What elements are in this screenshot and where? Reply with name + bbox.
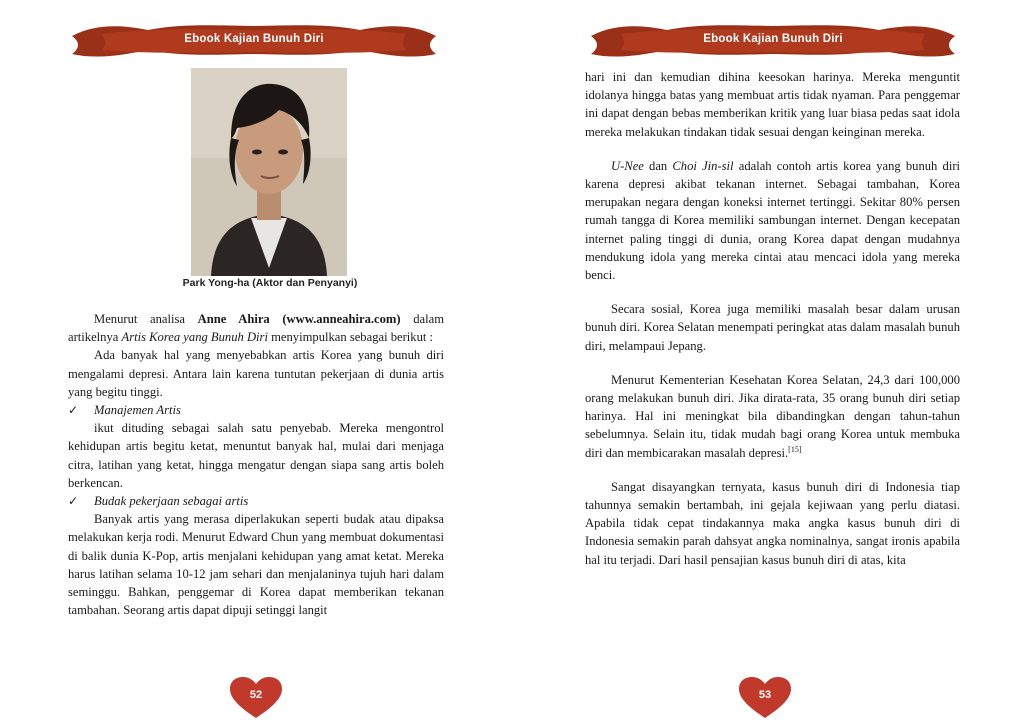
photo-caption: Park Yong-ha (Aktor dan Penyanyi) [182,277,358,289]
artist-name-1: U-Nee [611,158,644,173]
text-run: adalah contoh artis korea yang bunuh diri karena depresi akibat tekanan internet. Sebagai tambahan, Korea merupakan negara dengan koneksi internet tertinggi. Sekitar 80% persen rumah tangga di Korea memiliki sambungan internet. Dengan kecepatan internet paling tinggi di dunia, orang Korea dapat dengan mudahnya mendukung idola yang mereka cintai atau mencaci idola yang mereka benci. [585,158,961,283]
right-paragraph-4 [585,371,960,462]
right-paragraph-1: hari ini dan kemudian dihina keesokan harinya. Mereka menguntit idolanya hingga batas yang membuat artis tidak nyaman. Para penggemar ini dapat dengan bebas memberikan kritik yang luar biasa pedas saat idola mereka melakukan tindakan tidak sesuai dengan keinginan mereka. [585,70,960,139]
header-title-right: Ebook Kajian Bunuh Diri [703,33,843,45]
paragraph-gap [585,284,960,300]
left-paragraph-1 [68,310,444,346]
bullet-label-1: Manajemen Artis [94,403,181,418]
actor-photo [191,68,347,276]
artist-name-2: Choi Jin-sil [672,158,734,173]
author-name: Anne Ahira (www.anneahira.com) [197,312,401,326]
header-banner-right [587,20,959,62]
right-paragraph-3: Secara sosial, Korea juga memiliki masalah besar dalam urusan bunuh diri. Korea Selatan menempati peringkat atas dalam masalah bunuh diri, melampaui Jepang. [585,302,960,353]
right-paragraph-2 [585,157,960,284]
checkmark-icon: ✓ [68,494,79,509]
article-title: Artis Korea yang Bunuh Diri [121,330,268,345]
text-run: Menurut analisa [94,312,198,326]
right-paragraph-5: Sangat disayangkan ternyata, kasus bunuh diri di Indonesia tiap tahunnya semakin bertambah, ini gejala kejiwaan yang perlu diatasi. Apabila tidak cepat tindakannya maka angka kasus bunuh diri di Indonesia semakin parah dahsyat angka nominalnya, sangat ironis apabila hal itu terjadi. Dari hasil pensajian kasus bunuh diri di atas, kita [585,479,960,567]
text-run: dalam artikelnya [68,312,444,345]
bullet-text-2: Banyak artis yang merasa diperlakukan seperti budak atau dipaksa melakukan kerja rodi. Menurut Edward Chun yang membuat dokumentasi di balik dunia K-Pop, artis menjalani kehidupan yang amat ketat. Mereka harus latihan selama 10-12 jam sehari dan menjalaninya tujuh hari dalam seminggu. Bahkan, penggemar di Korea dapat memberikan tekanan tambahan. Seorang artis dapat dipuji setinggi langit [68,512,444,618]
bullet-item-2 [68,492,444,510]
right-body-text [585,68,960,569]
left-paragraph-2: Ada banyak hal yang menyebabkan artis Korea yang bunuh diri mengalami depresi. Antara lain karena tuntutan pekerjaan di dunia artis yang begitu tinggi. [68,348,444,399]
paragraph-gap [585,141,960,157]
page-number-left: 52 [249,689,263,701]
page-number-right: 53 [758,689,772,701]
page-number-heart-left [228,676,284,720]
paragraph-gap [585,462,960,478]
paragraph-gap [585,355,960,371]
text-run: menyimpulkan sebagai berikut : [267,330,434,345]
bullet-text-1: ikut dituding sebagai salah satu penyebab. Mereka mengontrol kehidupan artis begitu ketat, menuntut banyak hal, mulai dari menjaga citra, latihan yang ketat, hingga mengatur dengan siapa sang artis boleh berkencan. [68,421,444,490]
checkmark-icon: ✓ [68,403,79,418]
text-run: dan [643,158,673,173]
bullet-label-2: Budak pekerjaan sebagai artis [94,494,249,509]
header-title-left: Ebook Kajian Bunuh Diri [184,33,324,45]
text-run: Menurut Kementerian Kesehatan Korea Selatan, 24,3 dari 100,000 orang melakukan bunuh diri. Jika dirata-rata, 35 orang bunuh diri setiap harinya. Hal ini meningkat bila dibandingkan dengan tahun-tahun sebelumnya. Selain itu, tidak mudah bagi orang Korea untuk membuka diri dan membicarakan masalah depresi. [585,372,960,460]
left-body-text [68,310,444,619]
page-number-heart-right [737,676,793,720]
right-page [515,0,1030,728]
footnote-reference[interactable]: [15] [788,444,802,454]
header-banner-left [68,20,440,62]
bullet-item-1 [68,401,444,419]
